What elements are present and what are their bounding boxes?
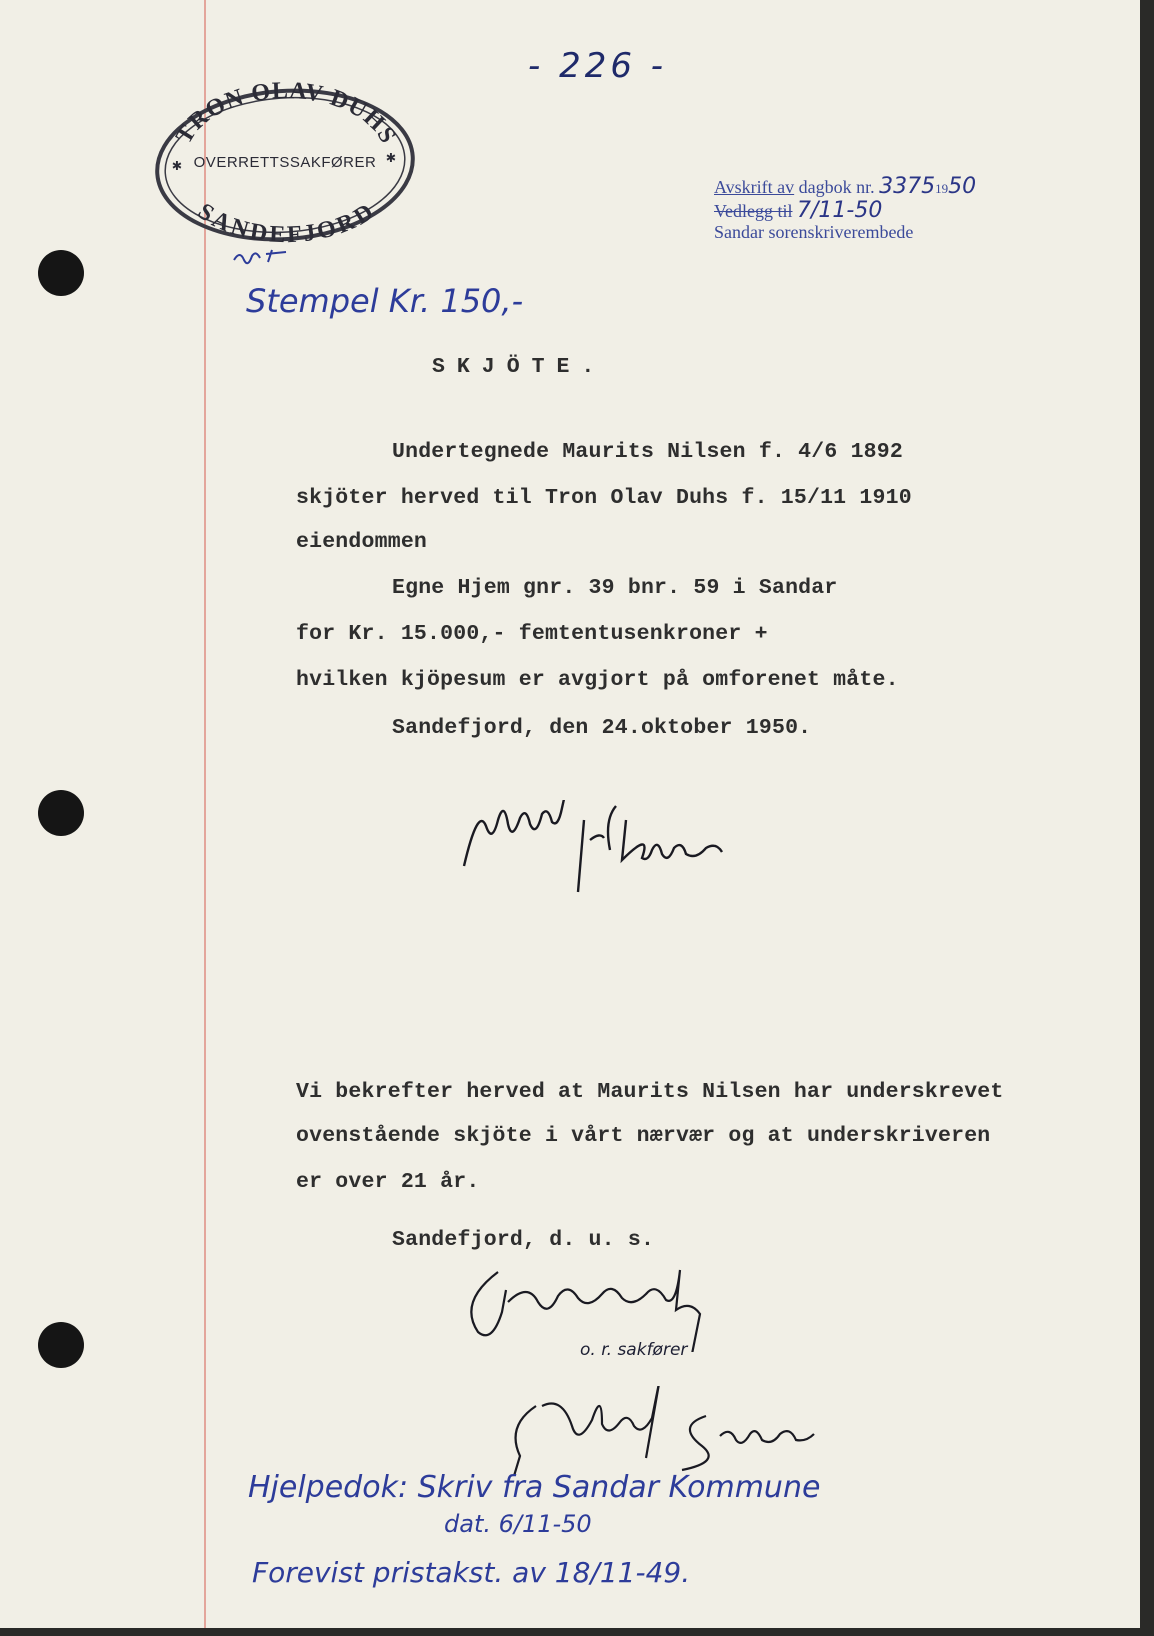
reg-label-dagbok: dagbok nr. [798, 177, 875, 197]
witness-signature-1 [468, 1262, 768, 1352]
svg-text:SANDEFJORD [193, 198, 379, 248]
body-line-6: hvilken kjöpesum er avgjort på omforenet måte. [296, 668, 899, 692]
reg-date-hand: 7/11-50 [797, 198, 883, 223]
body-line-3: eiendommen [296, 530, 428, 554]
punch-hole [38, 250, 84, 296]
witness-signature-2 [506, 1386, 906, 1476]
note-line-3: Forevist pristakst. av 18/11-49. [252, 1556, 691, 1589]
reg-label-vedlegg: Vedlegg til [714, 201, 793, 221]
svg-text:TRON OLAV DUHS [171, 82, 401, 148]
body-line-1: Undertegnede Maurits Nilsen f. 4/6 1892 [392, 440, 903, 464]
lawyer-stamp [148, 82, 422, 248]
punch-hole [38, 1322, 84, 1368]
reg-label-avskrift: Avskrift av [714, 177, 795, 197]
note-line-2: dat. 6/11-50 [444, 1510, 592, 1538]
star-icon: ✱ [386, 149, 396, 167]
note-line-1: Hjelpedok: Skriv fra Sandar Kommune [248, 1470, 821, 1505]
reg-year-hand: 50 [948, 174, 977, 199]
witness-line-3: er over 21 år. [296, 1170, 480, 1194]
body-line-2: skjöter herved til Tron Olav Duhs f. 15/11 1910 [296, 486, 912, 510]
body-date-line: Sandefjord, den 24.oktober 1950. [392, 716, 812, 740]
seller-signature [460, 800, 800, 900]
reg-office: Sandar sorenskriverembede [714, 222, 914, 242]
reg-year-printed: 19 [935, 181, 949, 196]
witness-line-1: Vi bekrefter herved at Maurits Nilsen har underskrevet [296, 1080, 1004, 1104]
stamp-middle-text: OVERRETTSSAKFØRER [193, 154, 377, 171]
stamp-bottom-text: SANDEFJORD [192, 198, 379, 248]
witness-title: o. r. sakfører [580, 1340, 688, 1360]
body-line-4: Egne Hjem gnr. 39 bnr. 59 i Sandar [392, 576, 838, 600]
document-title: SKJÖTE. [432, 355, 607, 379]
reg-dagbok-number: 3375 [879, 174, 936, 199]
initials-scribble [232, 242, 292, 268]
witness-place-line: Sandefjord, d. u. s. [392, 1228, 655, 1252]
page-number: - 226 - [528, 46, 668, 86]
stamp-top-text: TRON OLAV DUHS [171, 82, 402, 149]
stamp-fee-note: Stempel Kr. 150,- [246, 282, 524, 320]
body-line-5: for Kr. 15.000,- femtentusenkroner + [296, 622, 768, 646]
registration-stamp [714, 174, 1054, 246]
witness-line-2: ovenstående skjöte i vårt nærvær og at underskriveren [296, 1124, 991, 1148]
punch-hole [38, 790, 84, 836]
star-icon: ✱ [172, 157, 182, 175]
